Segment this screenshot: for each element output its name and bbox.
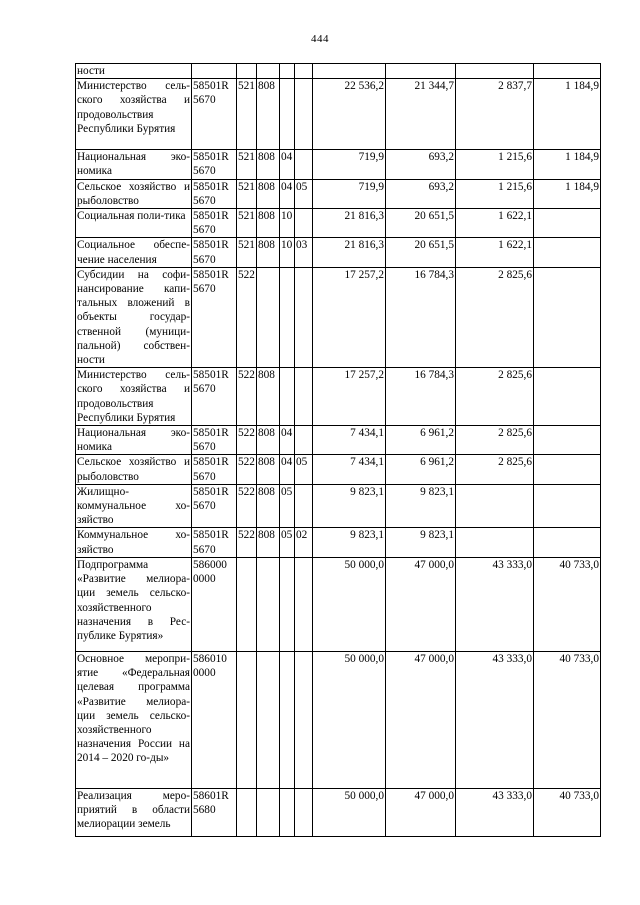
section-cell <box>280 788 295 836</box>
amount-3-cell: 1 215,6 <box>456 150 534 179</box>
section-cell <box>280 267 295 367</box>
subsection-cell: 02 <box>295 528 313 557</box>
grbs-cell: 808 <box>257 455 280 484</box>
table-row <box>76 651 601 788</box>
item-name-cell: Субсидии на софи-нансирование капи-тальных вложений в объекты государ-ственной (муници-пальной) собствен-ности <box>77 268 190 367</box>
amount-3-cell <box>456 528 534 557</box>
budget-table <box>75 63 601 837</box>
amount-3-cell <box>456 64 534 79</box>
amount-1-cell: 7 434,1 <box>313 426 386 455</box>
target-code-cell: 58501R 5670 <box>192 150 237 179</box>
amount-3-cell: 43 333,0 <box>456 557 534 651</box>
expense-type-cell <box>237 557 257 651</box>
section-cell: 10 <box>280 238 295 267</box>
table-row <box>76 455 601 484</box>
section-cell: 04 <box>280 426 295 455</box>
item-name-cell: Реализация меро-приятий в области мелиорации земель <box>76 788 192 836</box>
grbs-cell <box>257 267 280 367</box>
grbs-cell: 808 <box>257 238 280 267</box>
amount-4-cell: 1 184,9 <box>534 79 601 150</box>
amount-1-cell: 21 816,3 <box>313 238 386 267</box>
subsection-cell <box>295 426 313 455</box>
section-cell <box>280 651 295 788</box>
target-code-cell <box>192 64 237 79</box>
target-code-cell: 58501R 5670 <box>192 484 237 528</box>
table-row <box>76 484 601 528</box>
amount-2-cell: 20 651,5 <box>386 209 456 238</box>
expense-type-cell: 521 <box>237 209 257 238</box>
amount-3-cell: 1 622,1 <box>456 209 534 238</box>
amount-3-cell: 2 825,6 <box>456 368 534 426</box>
target-code-cell: 58501R 5670 <box>192 238 237 267</box>
amount-1-cell: 21 816,3 <box>313 209 386 238</box>
amount-4-cell <box>534 368 601 426</box>
amount-3-cell: 2 837,7 <box>456 79 534 150</box>
table-row <box>76 79 601 150</box>
target-code-cell: 58501R 5670 <box>192 179 237 208</box>
expense-type-cell: 521 <box>237 150 257 179</box>
amount-2-cell: 6 961,2 <box>386 426 456 455</box>
table-row <box>76 557 601 651</box>
grbs-cell: 808 <box>257 484 280 528</box>
subsection-cell: 05 <box>295 179 313 208</box>
table-row <box>76 528 601 557</box>
grbs-cell <box>257 557 280 651</box>
expense-type-cell <box>237 64 257 79</box>
expense-type-cell <box>237 651 257 788</box>
item-name-cell: Национальная эко-номика <box>77 151 190 178</box>
amount-3-cell: 2 825,6 <box>456 267 534 367</box>
amount-3-cell: 1 215,6 <box>456 179 534 208</box>
item-name-cell: Социальное обеспе-чение населения <box>77 239 190 266</box>
target-code-cell: 586010 0000 <box>192 651 237 788</box>
subsection-cell <box>295 557 313 651</box>
table-row <box>76 426 601 455</box>
subsection-cell <box>295 368 313 426</box>
item-name-cell: Сельское хозяйство и рыболовство <box>77 456 190 483</box>
expense-type-cell: 522 <box>237 426 257 455</box>
amount-4-cell: 40 733,0 <box>534 788 601 836</box>
amount-3-cell: 2 825,6 <box>456 426 534 455</box>
amount-4-cell <box>534 484 601 528</box>
item-name-cell: Подпрограмма «Развитие мелиора-ции земель сельско-хозяйственного назначения в Рес-публике Бурятия» <box>76 557 192 651</box>
amount-2-cell: 16 784,3 <box>386 267 456 367</box>
target-code-cell: 58501R 5670 <box>192 528 237 557</box>
table-row <box>76 209 601 238</box>
item-name-cell: ности <box>76 64 192 79</box>
target-code-cell: 58501R 5670 <box>192 209 237 238</box>
item-name-cell: Министерство сель-ского хозяйства и продовольствия Республики Бурятия <box>77 369 190 424</box>
amount-3-cell: 43 333,0 <box>456 788 534 836</box>
table-row <box>76 368 601 426</box>
section-cell: 04 <box>280 150 295 179</box>
expense-type-cell: 522 <box>237 267 257 367</box>
subsection-cell <box>295 651 313 788</box>
amount-4-cell <box>534 426 601 455</box>
grbs-cell: 808 <box>257 368 280 426</box>
page-number: 444 <box>311 33 329 45</box>
amount-1-cell: 50 000,0 <box>313 651 386 788</box>
amount-2-cell: 9 823,1 <box>386 484 456 528</box>
amount-2-cell: 16 784,3 <box>386 368 456 426</box>
target-code-cell: 58501R 5670 <box>192 267 237 367</box>
expense-type-cell: 522 <box>237 368 257 426</box>
section-cell <box>280 368 295 426</box>
expense-type-cell: 521 <box>237 179 257 208</box>
subsection-cell <box>295 64 313 79</box>
expense-type-cell: 522 <box>237 484 257 528</box>
amount-2-cell: 693,2 <box>386 179 456 208</box>
amount-2-cell <box>386 64 456 79</box>
amount-4-cell: 40 733,0 <box>534 557 601 651</box>
grbs-cell: 808 <box>257 528 280 557</box>
item-name-cell: Жилищно-коммунальное хо-зяйство <box>77 485 190 527</box>
amount-2-cell: 693,2 <box>386 150 456 179</box>
expense-type-cell: 522 <box>237 455 257 484</box>
amount-1-cell: 50 000,0 <box>313 788 386 836</box>
expense-type-cell: 521 <box>237 238 257 267</box>
amount-2-cell: 47 000,0 <box>386 651 456 788</box>
amount-1-cell: 50 000,0 <box>313 557 386 651</box>
amount-3-cell: 43 333,0 <box>456 651 534 788</box>
subsection-cell <box>295 150 313 179</box>
amount-1-cell <box>313 64 386 79</box>
target-code-cell: 58501R 5670 <box>192 79 237 150</box>
amount-1-cell: 9 823,1 <box>313 484 386 528</box>
amount-1-cell: 17 257,2 <box>313 368 386 426</box>
grbs-cell: 808 <box>257 426 280 455</box>
amount-1-cell: 719,9 <box>313 179 386 208</box>
amount-4-cell: 40 733,0 <box>534 651 601 788</box>
subsection-cell <box>295 267 313 367</box>
expense-type-cell <box>237 788 257 836</box>
expense-type-cell: 522 <box>237 528 257 557</box>
subsection-cell: 05 <box>295 455 313 484</box>
amount-3-cell: 2 825,6 <box>456 455 534 484</box>
subsection-cell: 03 <box>295 238 313 267</box>
target-code-cell: 58501R 5670 <box>192 426 237 455</box>
item-name-cell: Основное меропри-ятие «Федеральная целевая программа «Развитие мелиора-ции земель сельско-хозяйственного назначения России на 2014 – 2020 го-ды» <box>76 651 192 788</box>
amount-2-cell: 47 000,0 <box>386 557 456 651</box>
section-cell: 04 <box>280 179 295 208</box>
section-cell <box>280 557 295 651</box>
amount-2-cell: 6 961,2 <box>386 455 456 484</box>
amount-1-cell: 17 257,2 <box>313 267 386 367</box>
amount-4-cell <box>534 238 601 267</box>
expense-type-cell: 521 <box>237 79 257 150</box>
grbs-cell <box>257 651 280 788</box>
table-row <box>76 150 601 179</box>
grbs-cell: 808 <box>257 79 280 150</box>
amount-2-cell: 21 344,7 <box>386 79 456 150</box>
table-row <box>76 788 601 836</box>
grbs-cell <box>257 64 280 79</box>
item-name-cell: Сельское хозяйство и рыболовство <box>77 180 190 207</box>
amount-4-cell: 1 184,9 <box>534 179 601 208</box>
amount-4-cell: 1 184,9 <box>534 150 601 179</box>
amount-4-cell <box>534 528 601 557</box>
amount-4-cell <box>534 64 601 79</box>
section-cell: 05 <box>280 528 295 557</box>
subsection-cell <box>295 788 313 836</box>
grbs-cell: 808 <box>257 150 280 179</box>
amount-2-cell: 47 000,0 <box>386 788 456 836</box>
grbs-cell: 808 <box>257 209 280 238</box>
amount-4-cell <box>534 209 601 238</box>
table-row <box>76 267 601 367</box>
target-code-cell: 58601R 5680 <box>192 788 237 836</box>
amount-4-cell <box>534 455 601 484</box>
table-row <box>76 238 601 267</box>
table-row <box>76 64 601 79</box>
amount-1-cell: 7 434,1 <box>313 455 386 484</box>
amount-1-cell: 719,9 <box>313 150 386 179</box>
grbs-cell: 808 <box>257 179 280 208</box>
grbs-cell <box>257 788 280 836</box>
amount-1-cell: 22 536,2 <box>313 79 386 150</box>
amount-2-cell: 20 651,5 <box>386 238 456 267</box>
amount-3-cell <box>456 484 534 528</box>
amount-3-cell: 1 622,1 <box>456 238 534 267</box>
section-cell: 05 <box>280 484 295 528</box>
item-name-cell: Министерство сель-ского хозяйства и продовольствия Республики Бурятия <box>76 79 192 150</box>
target-code-cell: 58501R 5670 <box>192 368 237 426</box>
target-code-cell: 58501R 5670 <box>192 455 237 484</box>
amount-1-cell: 9 823,1 <box>313 528 386 557</box>
subsection-cell <box>295 484 313 528</box>
section-cell: 04 <box>280 455 295 484</box>
subsection-cell <box>295 79 313 150</box>
section-cell <box>280 79 295 150</box>
section-cell <box>280 64 295 79</box>
section-cell: 10 <box>280 209 295 238</box>
item-name-cell: Социальная поли-тика <box>76 209 192 238</box>
subsection-cell <box>295 209 313 238</box>
target-code-cell: 586000 0000 <box>192 557 237 651</box>
amount-2-cell: 9 823,1 <box>386 528 456 557</box>
table-row <box>76 179 601 208</box>
item-name-cell: Коммунальное хо-зяйство <box>77 529 190 556</box>
item-name-cell: Национальная эко-номика <box>77 427 190 454</box>
amount-4-cell <box>534 267 601 367</box>
